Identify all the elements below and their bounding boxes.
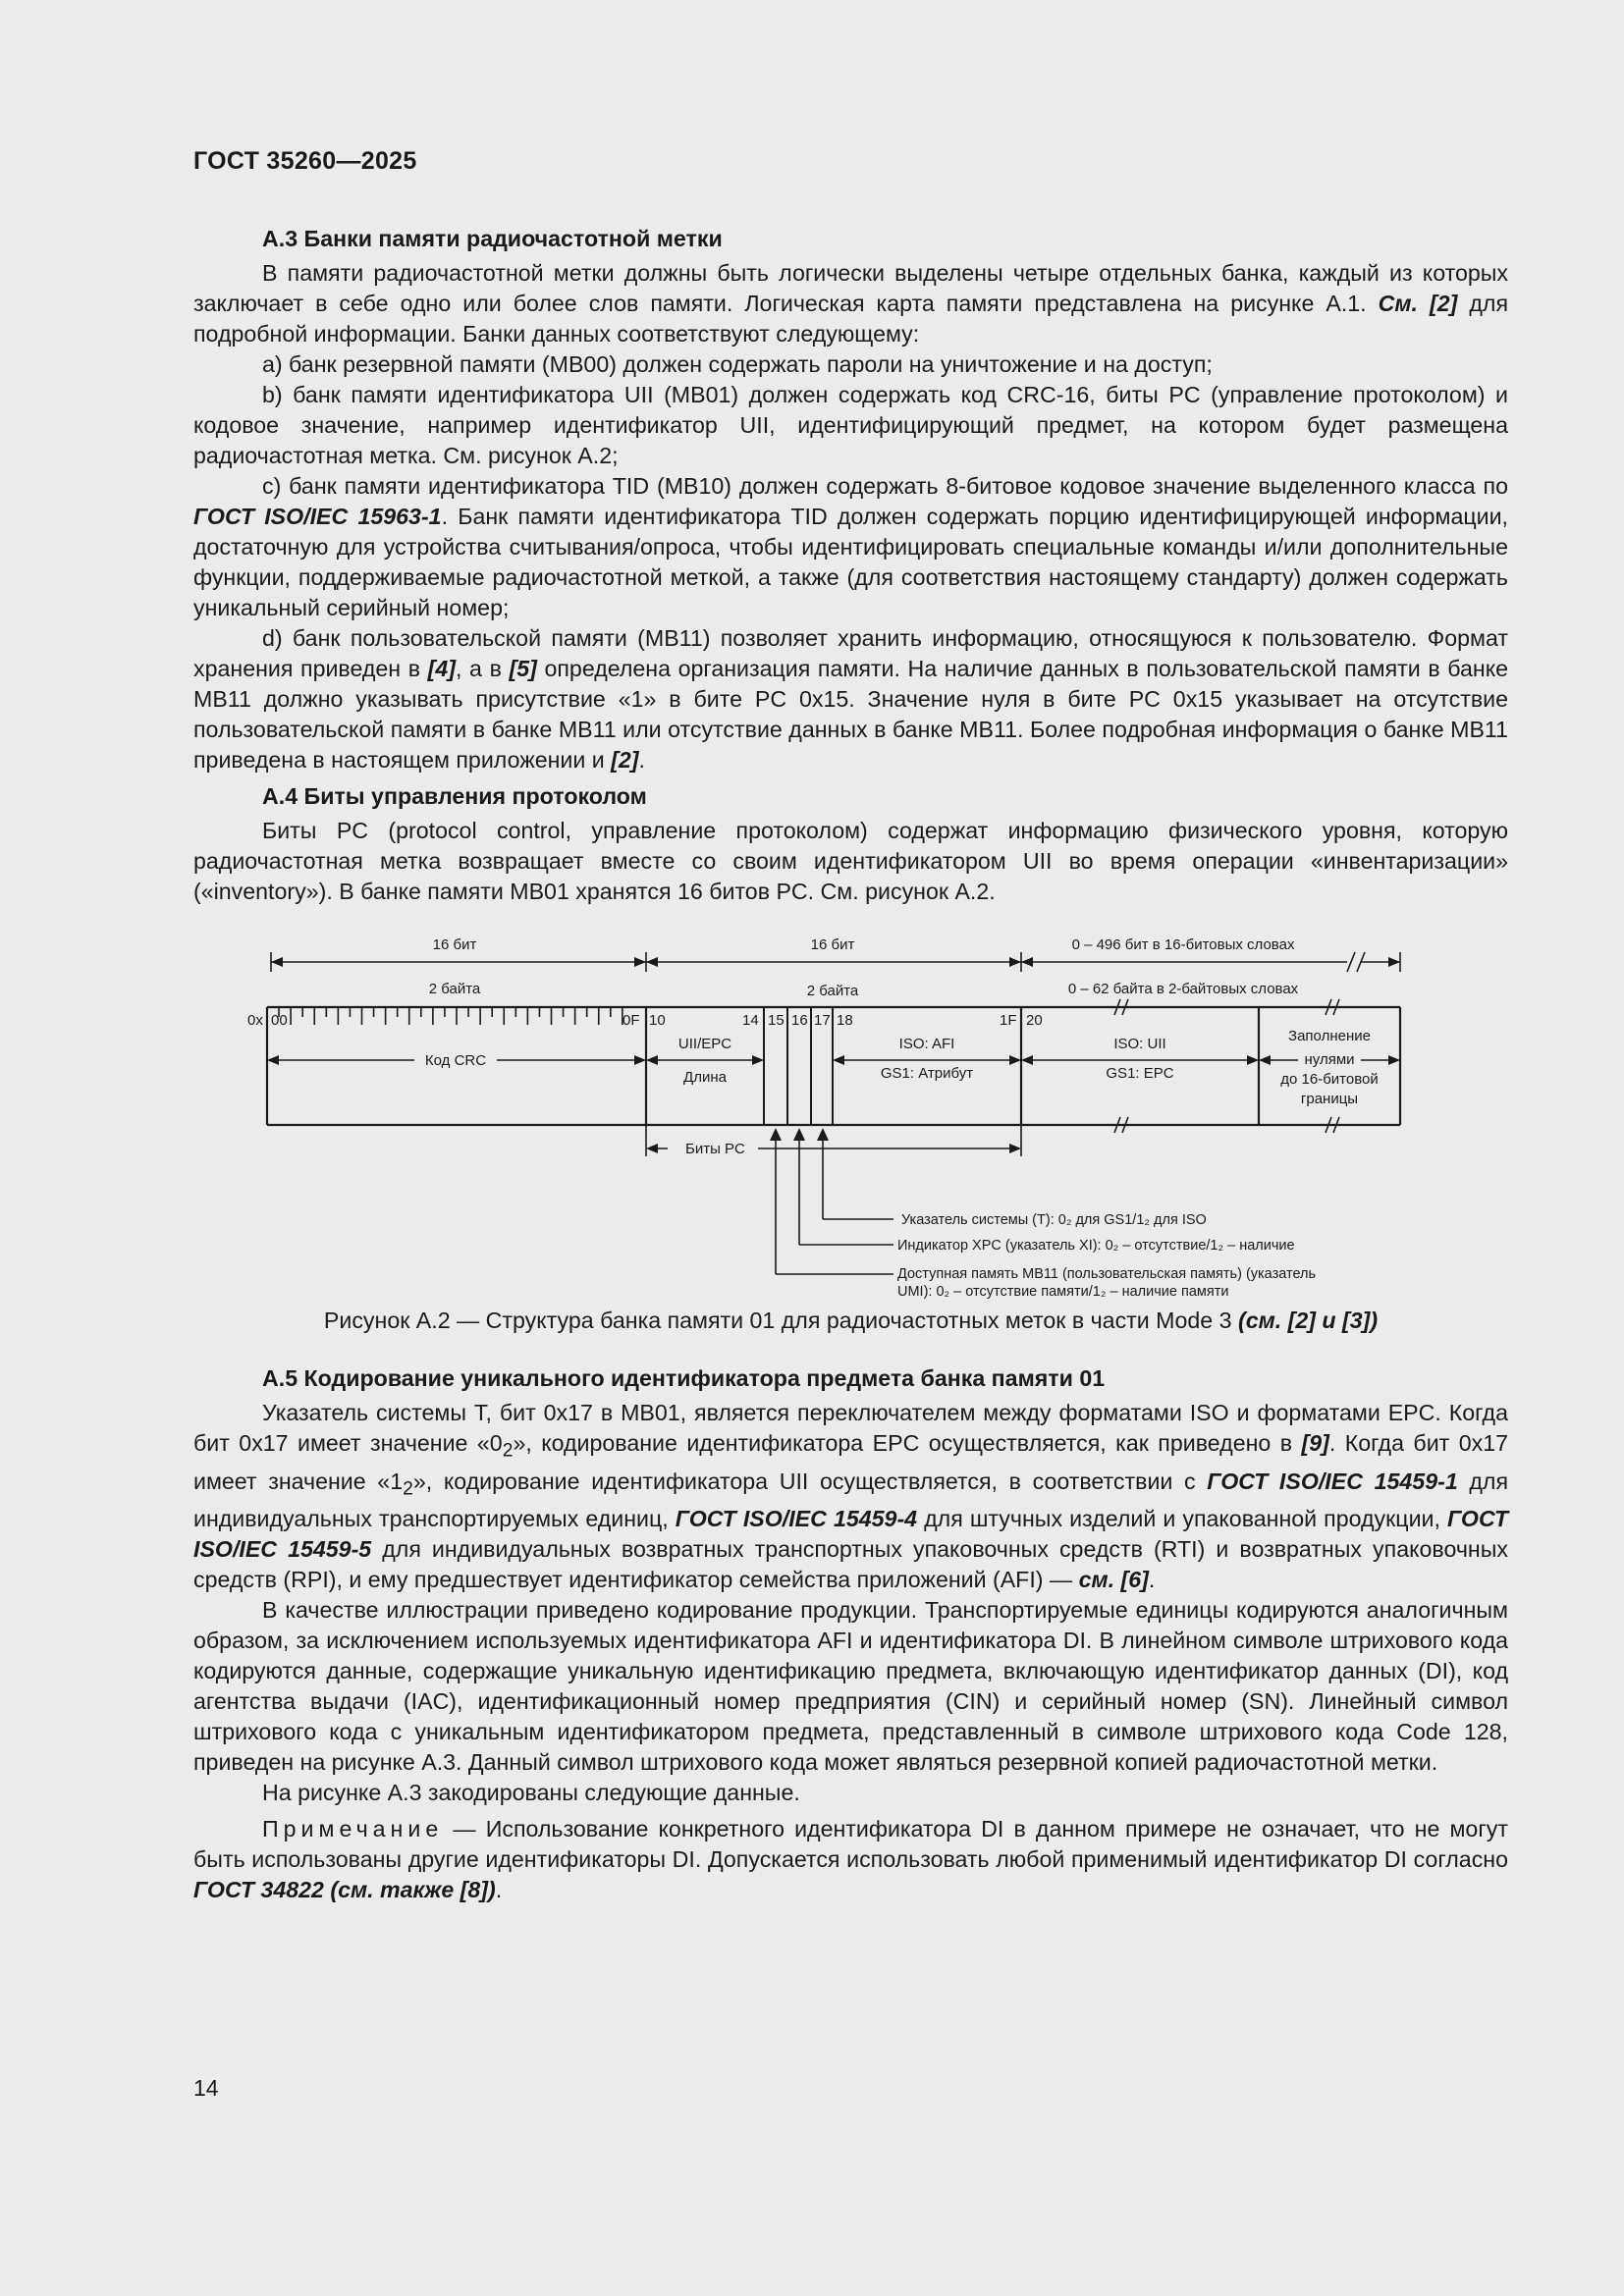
address-15: 15 xyxy=(768,1012,785,1029)
address-00: 00 xyxy=(271,1012,288,1029)
label-2-bytes: 2 байта xyxy=(428,981,481,997)
label-length: Длина xyxy=(683,1069,727,1086)
label-variable-bytes: 0 – 62 байта в 2-байтовых словах xyxy=(1067,981,1299,997)
reference: (см. [2] и [3]) xyxy=(1237,1308,1379,1333)
label-2-bytes: 2 байта xyxy=(806,983,859,999)
label-hex-prefix: 0x xyxy=(247,1012,263,1029)
figure-caption: Рисунок А.2 — Структура банка памяти 01 для радиочастотных меток в части Mode 3 (см. [2] и [3]) xyxy=(323,1308,1379,1333)
reference: ГОСТ ISO/IEC 15459-4 xyxy=(675,1506,918,1532)
label-padding: до 16-битовой xyxy=(1280,1071,1379,1088)
section-a5-paragraph-1: Указатель системы T, бит 0x17 в МВ01, является переключателем между форматами ISO и форматами EPC. Когда бит 0x17 имеет значение «$0_2$», кодирование идентификатора EPC осуществляется, как приведено в [9]. Когда бит 0x17 имеет значение «$1_2$», кодирование идентификатора UII осуществляется, в соответствии с ГОСТ ISO/IEC 15459-1 для индивидуальных транспортируемых единиц, ГОСТ ISO/IEC 15459-4 для штучных изделий и упакованной продукции, ГОСТ ISO/IEC 15459-5 для индивидуальных возвратных транспортных упаковочных средств (RTI) и возвратных упаковочных средств (RPI), и ему предшествует идентификатор семейства приложений (AFI) — см. [6]. xyxy=(193,1400,1508,1593)
list-item-a: а) банк резервной памяти (МВ00) должен содержать пароли на уничтожение и на доступ; xyxy=(262,351,1213,377)
label-pc-bits: Биты PC xyxy=(685,1141,745,1157)
section-a4-title: А.4 Биты управления протоколом xyxy=(262,783,647,809)
reference: [2] xyxy=(611,747,639,773)
address-16: 16 xyxy=(791,1012,808,1029)
address-18: 18 xyxy=(837,1012,853,1029)
label-16-bits: 16 бит xyxy=(810,936,855,953)
label-system-pointer: Указатель системы (T): 0₂ для GS1/1₂ для ISO xyxy=(901,1212,1207,1228)
section-a3-paragraph: В памяти радиочастотной метки должны быть логически выделены четыре отдельных банка, каждый из которых заключает в себе одно или более слов памяти. Логическая карта памяти представлена на рисунке А.1. См. [2] для подробной информации. Банки данных соответствуют следующему: xyxy=(193,260,1509,347)
reference: ГОСТ 34822 (см. также [8]) xyxy=(193,1877,496,1903)
reference: см. [6] xyxy=(1078,1567,1149,1593)
section-a5-title: А.5 Кодирование уникального идентификатора предмета банка памяти 01 xyxy=(262,1365,1106,1391)
document-header: ГОСТ 35260—2025 xyxy=(193,147,417,175)
reference: См. [2] xyxy=(1378,291,1458,316)
address-10: 10 xyxy=(649,1012,666,1029)
memory-bank-diagram xyxy=(0,913,1624,1306)
label-16-bits: 16 бит xyxy=(432,936,477,953)
label-gs1-attribute: GS1: Атрибут xyxy=(880,1065,974,1082)
address-1f: 1F xyxy=(1000,1012,1017,1029)
section-a5-paragraph-2: В качестве иллюстрации приведено кодирование продукции. Транспортируемые единицы кодируются аналогичным образом, за исключением используемых идентификатора AFI и идентификатора DI. В линейном символе штрихового кода кодируются данные, содержащие уникальную идентификацию предмета, включающую идентификатор данных (DI), код агентства выдачи (IAC), идентификационный номер предприятия (CIN) и серийный номер (SN). Линейный символ штрихового кода с уникальным идентификатором предмета, представленный в символе штрихового кода Code 128, приведен на рисунке А.3. Данный символ штрихового кода может являться резервной копией радиочастотной метки. xyxy=(193,1597,1508,1776)
address-20: 20 xyxy=(1026,1012,1043,1029)
reference: [4] xyxy=(427,656,456,681)
label-padding: нулями xyxy=(1304,1051,1355,1068)
reference: [5] xyxy=(509,656,537,681)
section-a4-paragraph: Биты PC (protocol control, управление протоколом) содержат информацию физического уровня, которую радиочастотная метка возвращает вместе со своим идентификатором UII во время операции «инвентаризации» («inventory»). В банке памяти МВ01 хранятся 16 битов PC. См. рисунок А.2. xyxy=(193,818,1508,904)
page-content xyxy=(193,224,1508,1905)
label-crc: Код CRC xyxy=(424,1052,487,1069)
reference: ГОСТ ISO/IEC 15459-5 xyxy=(193,1506,1508,1563)
note: Примечание — Использование конкретного идентификатора DI в данном примере не означает, что не могут быть использованы другие идентификаторы DI. Допускается использовать любой применимый идентификатор DI согласно ГОСТ 34822 (см. также [8]). xyxy=(193,1816,1508,1903)
reference: [9] xyxy=(1301,1430,1329,1456)
address-17: 17 xyxy=(814,1012,831,1029)
label-uii-epc: UII/EPC xyxy=(677,1036,732,1052)
label-iso-uii: ISO: UII xyxy=(1113,1036,1166,1052)
label-padding: Заполнение xyxy=(1288,1028,1371,1044)
page-number: 14 xyxy=(193,2075,219,2101)
address-14: 14 xyxy=(742,1012,759,1029)
label-padding: границы xyxy=(1300,1091,1359,1107)
reference: ГОСТ ISO/IEC 15963-1 xyxy=(193,504,442,529)
address-0f: 0F xyxy=(623,1012,640,1029)
note-label: Примечание xyxy=(262,1816,444,1842)
label-gs1-epc: GS1: EPC xyxy=(1106,1065,1174,1082)
figure-a2 xyxy=(193,913,1508,1306)
label-iso-afi: ISO: AFI xyxy=(898,1036,955,1052)
list-item-d: d) банк пользовательской памяти (МВ11) позволяет хранить информацию, относящуюся к пользователю. Формат хранения приведен в [4], а в [5] определена организация памяти. На наличие данных в пользовательской памяти в банке МВ11 должно указывать присутствие «1» в бите PC 0x15. Значение нуля в бите PC 0x15 указывает на отсутствие пользовательской памяти в банке МВ11 или отсутствие данных в банке МВ11. Более подробная информация о банке МВ11 приведена в настоящем приложении и [2]. xyxy=(193,625,1509,773)
label-user-memory: Доступная память МВ11 (пользовательская память) (указатель xyxy=(897,1266,1317,1282)
label-user-memory: UMI): 0₂ – отсутствие памяти/1₂ – наличие памяти xyxy=(897,1284,1229,1300)
bit-ticks xyxy=(279,1007,623,1025)
reference: ГОСТ ISO/IEC 15459-1 xyxy=(1207,1468,1458,1494)
section-a5-paragraph-3: На рисунке А.3 закодированы следующие данные. xyxy=(262,1780,800,1806)
label-variable-bits: 0 – 496 бит в 16-битовых словах xyxy=(1071,936,1295,953)
list-item-c: c) банк памяти идентификатора TID (МВ10) должен содержать 8-битовое кодовое значение выделенного класса по ГОСТ ISO/IEC 15963-1. Банк памяти идентификатора TID должен содержать порцию идентифицирующей информации, достаточную для устройства считывания/опроса, чтобы идентифицировать специальные команды и/или дополнительные функции, поддерживаемые радиочастотной меткой, а также (для соответствия настоящему стандарту) должен содержать уникальный серийный номер; xyxy=(193,473,1508,620)
label-xpc-indicator: Индикатор XPC (указатель XI): 0₂ – отсутствие/1₂ – наличие xyxy=(897,1238,1295,1254)
section-a3-title: А.3 Банки памяти радиочастотной метки xyxy=(262,226,723,251)
list-item-b: b) банк памяти идентификатора UII (МВ01) должен содержать код CRC-16, биты PC (управление протоколом) и кодовое значение, например идентификатор UII, идентифицирующий предмет, на котором будет размещена радиочастотная метка. См. рисунок А.2; xyxy=(193,382,1508,468)
